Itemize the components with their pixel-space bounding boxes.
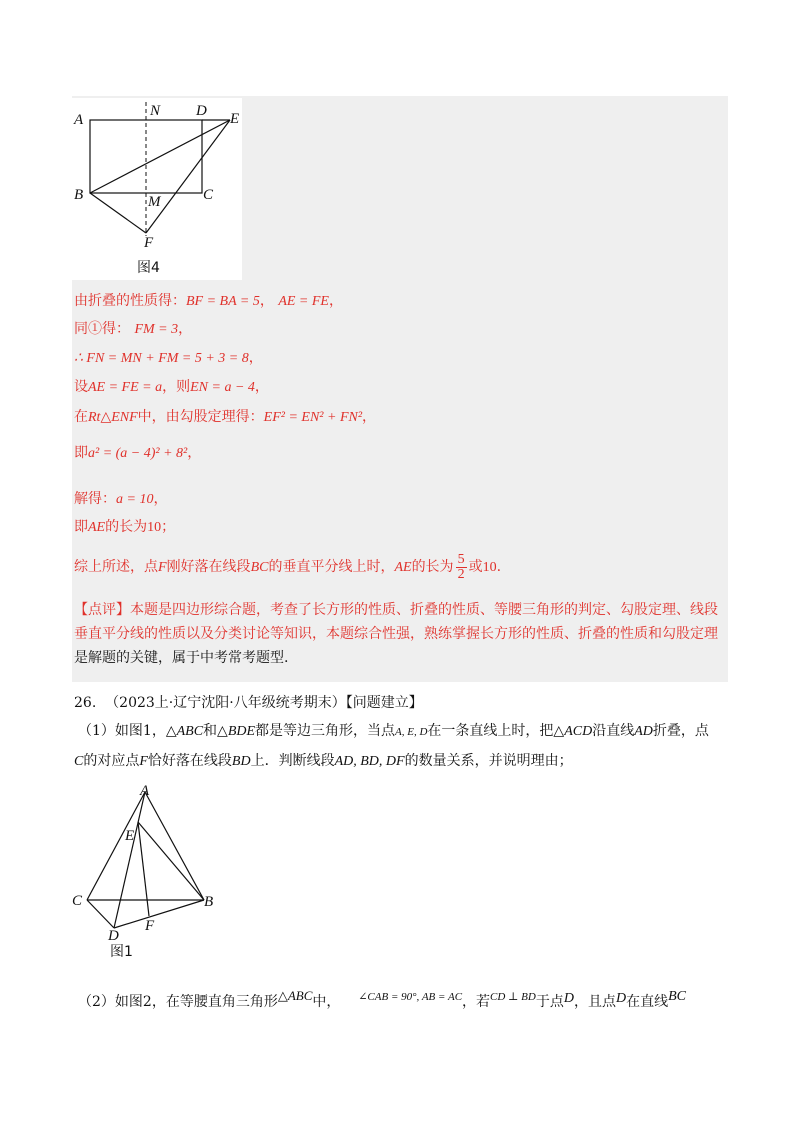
math: AE <box>394 560 412 575</box>
text: 的长为 <box>105 519 148 535</box>
label-b: B <box>74 187 84 203</box>
question-26-para-1 <box>78 722 709 741</box>
text: 刚好落在线段 <box>166 559 251 575</box>
math: AE = FE = a <box>88 380 163 395</box>
text: 中，由勾股定理得： <box>137 409 264 425</box>
text: 恰好落在线段 <box>147 753 232 769</box>
solution-line-5 <box>74 408 376 427</box>
text: 上．判断线段 <box>250 753 335 769</box>
comment-tail: 是解题的关键，属于中考常考题型. <box>74 650 289 666</box>
comment-block <box>74 598 728 670</box>
figure-1 <box>72 782 222 960</box>
solution-line-8 <box>74 518 175 537</box>
segment-ef <box>146 120 230 233</box>
label-n: N <box>150 103 161 119</box>
text: ，则 <box>162 379 191 395</box>
text: ； <box>161 519 176 535</box>
text: （1）如图1， <box>78 723 166 739</box>
solution-line-2 <box>74 320 192 339</box>
math: a = 10 <box>116 492 154 507</box>
solution-line-9 <box>74 552 501 583</box>
text: 设 <box>74 379 88 395</box>
text: 沿直线 <box>592 723 635 739</box>
text: 解得： <box>74 491 116 507</box>
label-d: D <box>196 103 207 119</box>
text: ， <box>187 445 202 461</box>
math: AD <box>634 724 653 739</box>
label-c: C <box>203 187 214 203</box>
label-m: M <box>148 194 161 210</box>
solution-line-1 <box>74 292 343 311</box>
segment-ac <box>87 792 145 900</box>
text: ， <box>362 409 377 425</box>
text: 于点 <box>535 994 564 1010</box>
figure-4-caption: 图4 <box>137 260 160 276</box>
math: AE = FE <box>278 294 329 309</box>
label-d: D <box>108 928 119 944</box>
math: △ACD <box>553 724 593 739</box>
segment-db <box>114 900 204 928</box>
text: ， <box>259 293 274 309</box>
text: ， <box>178 321 193 337</box>
question-section: 【问题建立】 <box>345 695 423 711</box>
math: △BDE <box>217 724 256 739</box>
math: △ABC <box>277 988 313 1003</box>
label-e: E <box>125 828 135 844</box>
figure-4-drawing <box>72 98 242 280</box>
question-26-para-2 <box>74 752 573 771</box>
math: D <box>615 991 627 1006</box>
label-f: F <box>144 235 154 251</box>
text: ，若 <box>462 994 491 1010</box>
text: 的数量关系，并说明理由； <box>404 753 573 769</box>
text: （2）如图2，在等腰直角三角形 <box>78 994 278 1010</box>
text: 和 <box>203 723 218 739</box>
math: BC <box>668 989 686 1004</box>
math: F <box>158 560 167 575</box>
math: D <box>563 991 574 1006</box>
math: a² = (a − 4)² + 8² <box>88 446 188 461</box>
math: △ABC <box>165 724 204 739</box>
math: BF = BA = 5 <box>186 294 260 309</box>
text: 综上所述，点 <box>74 559 158 575</box>
question-number: 26. <box>74 695 97 711</box>
label-b: B <box>204 894 214 910</box>
math: EF² = EN² + FN² <box>263 410 363 425</box>
label-f: F <box>145 918 155 934</box>
text: 同①得： <box>74 321 130 337</box>
text: 的垂直平分线上时， <box>268 559 395 575</box>
question-source: （2023上·辽宁沈阳·八年级统考期末） <box>105 695 346 711</box>
segment-ef <box>138 822 149 916</box>
math: 10 <box>482 560 497 575</box>
math: 10 <box>147 520 162 535</box>
text: ， <box>328 293 343 309</box>
segment-ab <box>145 792 204 900</box>
segment-eb <box>138 822 204 900</box>
numerator: 5 <box>457 551 465 567</box>
segment-ad <box>114 792 145 928</box>
text: 或 <box>468 559 483 575</box>
text: 在直线 <box>626 994 669 1010</box>
label-c: C <box>72 893 83 909</box>
text: 即 <box>74 445 88 461</box>
text: ，且点 <box>573 994 616 1010</box>
math: C <box>74 754 84 769</box>
segment-cd <box>87 900 114 928</box>
text: 由折叠的性质得： <box>74 293 186 309</box>
math: ∠CAB = 90°, AB = AC <box>358 991 463 1003</box>
label-e: E <box>230 111 240 127</box>
math: EN = a − 4 <box>190 380 255 395</box>
figure-4 <box>72 98 242 280</box>
label-a: A <box>140 783 150 799</box>
math: Rt△ENF <box>88 410 138 425</box>
math: AE <box>88 520 106 535</box>
comment-tag: 【点评】 <box>74 602 130 618</box>
solution-line-6 <box>74 444 201 463</box>
math: ∴ FN = MN + FM = 5 + 3 = 8 <box>74 351 249 366</box>
question-26-para-3 <box>78 984 686 1014</box>
text: 即 <box>74 519 88 535</box>
question-26-header <box>74 694 423 712</box>
text: 在一条直线上时，把 <box>427 723 554 739</box>
text: 的长为 <box>411 559 454 575</box>
math: BD <box>231 754 251 769</box>
math: FM = 3 <box>134 322 179 337</box>
solution-line-3 <box>74 349 263 368</box>
text: 在 <box>74 409 88 425</box>
text: 的对应点 <box>83 753 140 769</box>
fraction <box>456 553 467 582</box>
solution-line-4 <box>74 378 269 397</box>
math: CD ⊥ BD <box>490 991 536 1003</box>
math: AD, BD, DF <box>334 754 405 769</box>
text: ， <box>254 379 269 395</box>
figure-1-drawing <box>72 782 222 960</box>
math: A, E, D <box>395 726 428 738</box>
text: 都是等边三角形，当点 <box>255 723 396 739</box>
label-a: A <box>74 112 84 128</box>
text: 折叠，点 <box>652 723 709 739</box>
text: ， <box>248 350 263 366</box>
segment-bf <box>90 193 146 233</box>
math: BC <box>250 560 269 575</box>
segment-be <box>90 120 230 193</box>
text: ， <box>153 491 168 507</box>
text: 中， <box>312 994 341 1010</box>
denominator: 2 <box>457 566 465 582</box>
figure-1-caption: 图1 <box>110 944 133 960</box>
solution-line-7 <box>74 490 167 509</box>
comment-text: 本题是四边形综合题，考查了长方形的性质、折叠的性质、等腰三角形的判定、勾股定理、线段垂直平分线的性质以及分类讨论等知识，本题综合性强，熟练掌握长方形的性质、折叠的性质和勾股定理 <box>74 602 718 642</box>
math: F <box>139 754 148 769</box>
text: . <box>496 559 502 575</box>
